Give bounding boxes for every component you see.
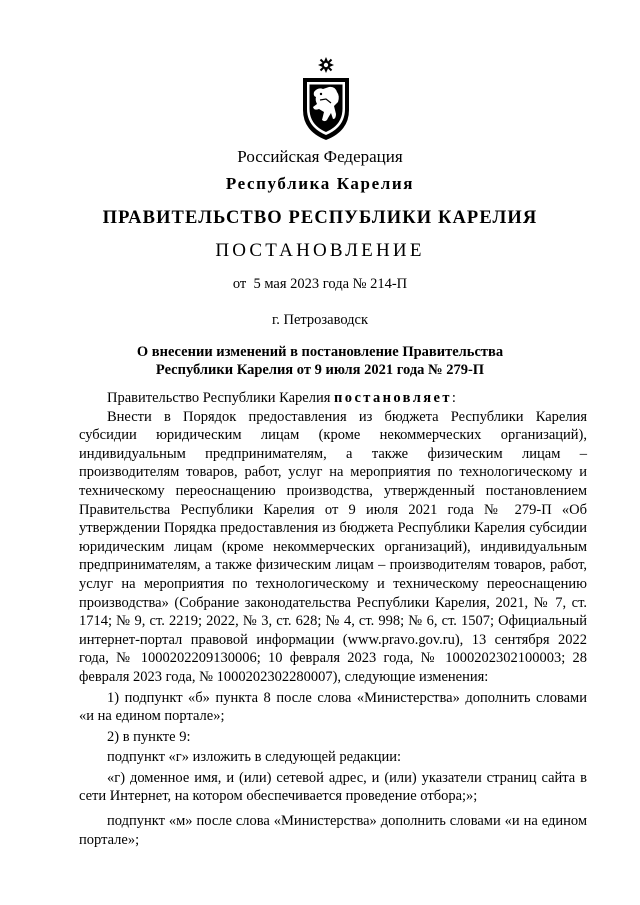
preamble-lead: Правительство Республики Карелия — [107, 390, 335, 406]
document-type: ПОСТАНОВЛЕНИЕ — [215, 240, 425, 261]
document-city: г. Петрозаводск — [271, 312, 369, 328]
document-body — [79, 389, 587, 849]
republic-name: Республика Карелия — [225, 174, 415, 193]
document-title-line: Республики Карелия от 9 июля 2021 года № 279-П — [155, 362, 485, 378]
preamble — [79, 389, 587, 408]
karelia-coat-of-arms-icon — [299, 56, 353, 142]
amendment-subitem: подпункт «м» после слова «Министерства» дополнить словами «и на едином портале»; — [79, 813, 587, 848]
emblem-shield — [303, 78, 349, 140]
preamble-verb: постановляет — [334, 390, 452, 406]
document-date: от 5 мая 2023 года № 214-П — [232, 276, 408, 292]
amendment-item-1: 1) подпункт «б» пункта 8 после слова «Министерства» дополнить словами «и на едином портале»; — [79, 689, 587, 725]
document-title-line: О внесении изменений в постановление Правительства — [136, 344, 504, 360]
amendment-item-2: 2) в пункте 9: — [107, 728, 191, 745]
emblem-star — [318, 57, 334, 73]
main-paragraph: Внести в Порядок предоставления из бюджета Республики Карелия субсидии юридическим лицам (кроме некоммерческих организаций), индивидуальным предпринимателям, а также физическим лицам – производителям товаров, работ, услуг на мероприятия по технологическому и техническому переоснащению производства, утвержденный постановлением Правительства Республики Карелия от 9 июля 2021 года № 279-П «Об утверждении Порядка предоставления из бюджета Республики Карелия субсидии юридическим лицам (кроме некоммерческих организаций), индивидуальным предпринимателям, а также физическим лицам – производителям товаров, работ, услуг на мероприятия по технологическому и техническому переоснащению производства» (Собрание законодательства Республики Карелия, 2021, № 7, ст. 1714; № 9, ст. 2219; 2022, № 3, ст. 628; № 4, ст. 998; № 6, ст. 1507; Официальный интернет-портал правовой информации (www.pravo.gov.ru), 13 сентября 2022 года, № 1000202209130006; 10 февраля 2023 года, № 1000202302100003; 28 февраля 2023 года, № 1000202302280007), следующие изменения: — [79, 408, 587, 685]
amendment-quote: «г) доменное имя, и (или) сетевой адрес, и (или) указатели страниц сайта в сети Интернет, на котором обеспечивается проведение отбора;»; — [79, 769, 587, 805]
government-name: ПРАВИТЕЛЬСТВО РЕСПУБЛИКИ КАРЕЛИЯ — [102, 208, 538, 228]
document-title — [0, 343, 640, 379]
country-name: Российская Федерация — [237, 147, 403, 166]
preamble-colon: : — [451, 390, 456, 406]
amendment-subitem: подпункт «г» изложить в следующей редакции: — [107, 749, 402, 766]
